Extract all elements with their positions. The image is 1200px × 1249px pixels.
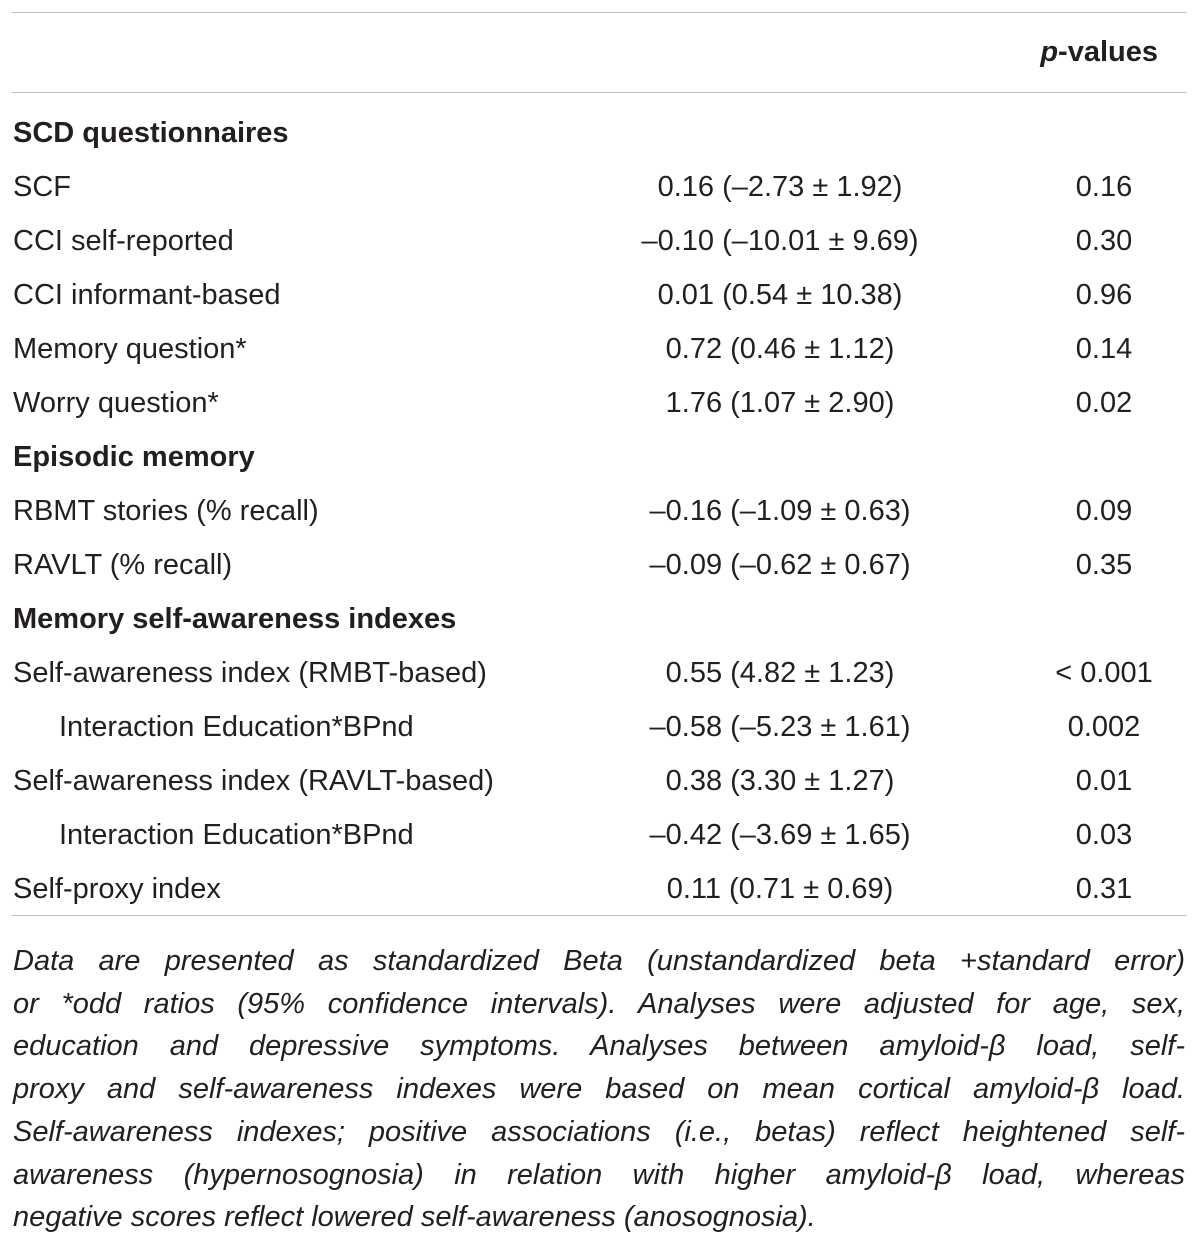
row-label: RBMT stories (% recall) <box>13 495 319 527</box>
table-row <box>0 538 1200 592</box>
beta-cell: 0.72 (0.46 ± 1.12) <box>665 333 895 365</box>
beta-cell: 0.01 (0.54 ± 10.38) <box>657 279 903 311</box>
section-heading-row <box>0 106 1200 160</box>
row-label: Memory question* <box>13 333 247 365</box>
beta-cell: –0.42 (–3.69 ± 1.65) <box>649 819 911 851</box>
footnote-line: or *odd ratios (95% confidence intervals). Analyses were adjusted for age, sex, <box>13 987 1185 1020</box>
p-value-cell: 0.35 <box>1075 549 1133 581</box>
table-row <box>0 322 1200 376</box>
p-value-cell: 0.30 <box>1075 225 1133 257</box>
p-value-cell: 0.002 <box>1067 711 1141 743</box>
bottom-rule <box>12 915 1187 916</box>
table-row <box>0 646 1200 700</box>
row-label: Self-awareness index (RMBT-based) <box>13 657 487 689</box>
p-value-cell: 0.01 <box>1075 765 1133 797</box>
table-row <box>0 160 1200 214</box>
row-label: CCI self-reported <box>13 225 234 257</box>
section-heading: Memory self-awareness indexes <box>13 603 457 635</box>
p-value-cell: 0.09 <box>1075 495 1133 527</box>
p-value-cell: 0.16 <box>1075 171 1133 203</box>
table-footnote <box>13 940 1185 1239</box>
footnote-line: education and depressive symptoms. Analyses between amyloid-β load, self- <box>13 1030 1185 1063</box>
beta-cell: 0.55 (4.82 ± 1.23) <box>665 657 895 689</box>
table-row <box>0 862 1200 916</box>
row-label: CCI informant-based <box>13 279 281 311</box>
beta-cell: –0.09 (–0.62 ± 0.67) <box>649 549 911 581</box>
beta-cell: 1.76 (1.07 ± 2.90) <box>665 387 895 419</box>
table-row <box>0 700 1200 754</box>
row-label: Self-proxy index <box>13 873 221 905</box>
p-value-cell: 0.96 <box>1075 279 1133 311</box>
row-label: Interaction Education*BPnd <box>59 711 414 743</box>
row-label: Worry question* <box>13 387 219 419</box>
p-value-cell: 0.03 <box>1075 819 1133 851</box>
header-rule <box>12 92 1187 93</box>
section-heading-row <box>0 592 1200 646</box>
p-value-cell: 0.02 <box>1075 387 1133 419</box>
p-value-cell: < 0.001 <box>1055 657 1153 689</box>
p-values-header-rest: -values <box>1058 36 1158 68</box>
footnote-line: proxy and self-awareness indexes were based on mean cortical amyloid-β load. <box>13 1073 1185 1106</box>
beta-cell: 0.11 (0.71 ± 0.69) <box>666 873 894 905</box>
p-values-header <box>1040 32 1158 72</box>
beta-cell: 0.38 (3.30 ± 1.27) <box>665 765 895 797</box>
table-row <box>0 484 1200 538</box>
table-row <box>0 268 1200 322</box>
table-body <box>0 106 1200 916</box>
beta-cell: –0.16 (–1.09 ± 0.63) <box>649 495 911 527</box>
table-row <box>0 808 1200 862</box>
row-label: RAVLT (% recall) <box>13 549 233 581</box>
p-values-header-italic: p <box>1040 36 1059 68</box>
table-row <box>0 214 1200 268</box>
beta-cell: –0.10 (–10.01 ± 9.69) <box>641 225 919 257</box>
section-heading: SCD questionnaires <box>13 117 289 149</box>
section-heading: Episodic memory <box>13 441 255 473</box>
beta-cell: –0.58 (–5.23 ± 1.61) <box>649 711 911 743</box>
section-heading-row <box>0 430 1200 484</box>
row-label: Self-awareness index (RAVLT-based) <box>13 765 494 797</box>
row-label: Interaction Education*BPnd <box>59 819 414 851</box>
top-rule <box>12 12 1187 13</box>
row-label: SCF <box>13 171 71 203</box>
footnote-line: Data are presented as standardized Beta (unstandardized beta +standard error) <box>13 945 1185 977</box>
footnote-line: negative scores reflect lowered self-awareness (anosognosia). <box>13 1201 816 1234</box>
table-row <box>0 754 1200 808</box>
footnote-line: awareness (hypernosognosia) in relation with higher amyloid-β load, whereas <box>13 1158 1185 1191</box>
footnote-line: Self-awareness indexes; positive associations (i.e., betas) reflect heightened self- <box>13 1115 1185 1148</box>
p-value-cell: 0.31 <box>1075 873 1133 905</box>
beta-cell: 0.16 (–2.73 ± 1.92) <box>657 171 903 203</box>
table-row <box>0 376 1200 430</box>
p-value-cell: 0.14 <box>1075 333 1133 365</box>
